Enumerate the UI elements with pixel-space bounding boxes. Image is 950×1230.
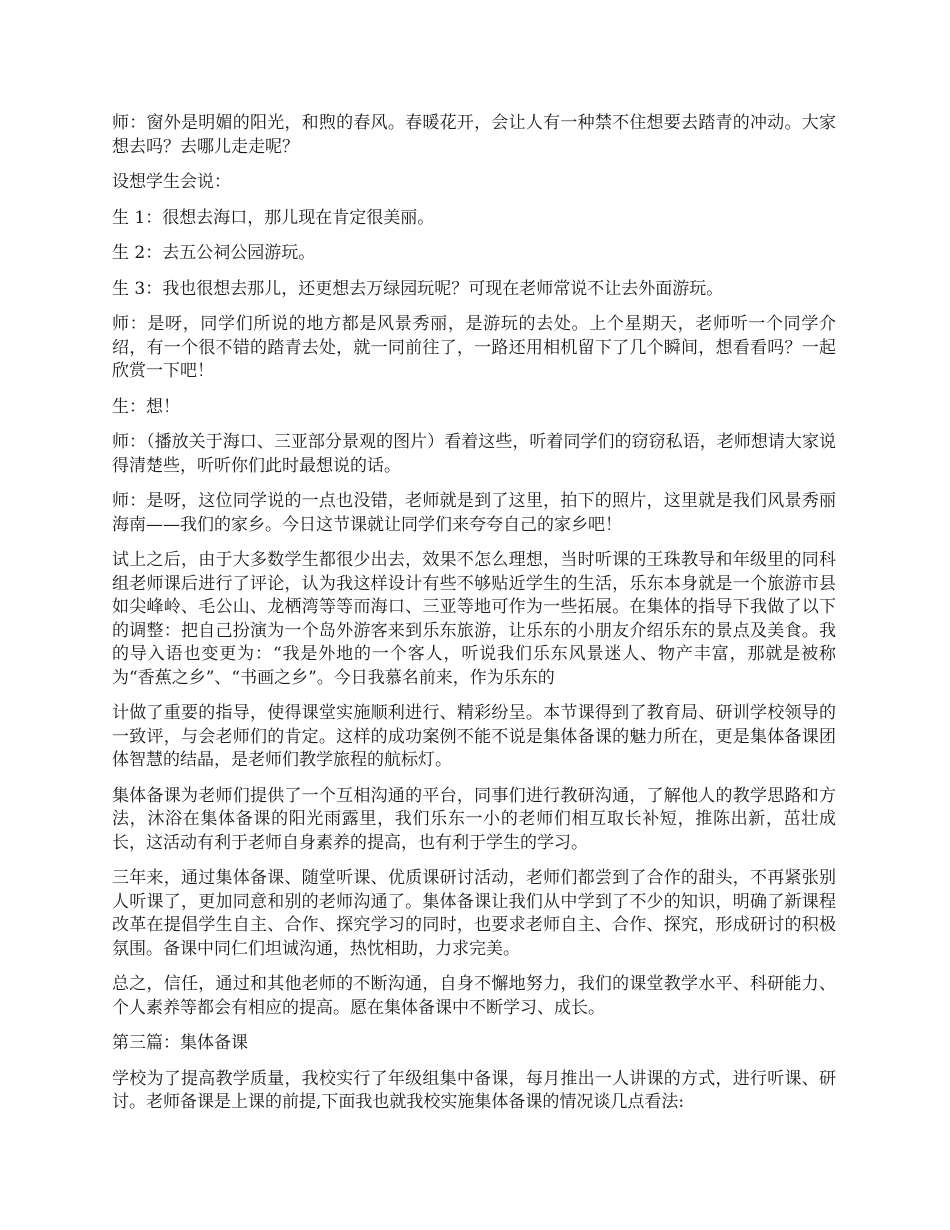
paragraph-teacher-images: 师：（播放关于海口、三亚部分景观的图片）看着这些，听着同学们的窃窃私语，老师想请大家说得清楚些，听听你们此时最想说的话。 [112, 432, 836, 476]
paragraph-student-1: 生 1：很想去海口，那儿现在肯定很美丽。 [112, 207, 435, 228]
paragraph-teacher-intro: 师：窗外是明媚的阳光，和煦的春风。春暖花开，会让人有一种禁不住想要去踏青的冲动。大家想去吗？去哪儿走走呢？ [112, 113, 836, 157]
paragraph-assume-students: 设想学生会说： [112, 172, 231, 192]
paragraph-three-years: 三年来，通过集体备课、随堂听课、优质课研讨活动，老师们都尝到了合作的甜头，不再紧张别人听课了，更加同意和别的老师沟通了。集体备课让我们从中学到了不少的知识，明确了新课程改革在提倡学生自主、合作、探究学习的同时，也要求老师自主、合作、探究，形成研讨的积极氛围。备课中同仁们坦诚沟通，热忱相助，力求完美。 [112, 868, 836, 959]
paragraph-teacher-hometown: 师：是呀，这位同学说的一点也没错，老师就是到了这里，拍下的照片，这里就是我们风景秀丽海南——我们的家乡。今日这节课就让同学们来夸夸自己的家乡吧！ [112, 491, 836, 535]
document-body [112, 112, 836, 1127]
section-heading: 第三篇：集体备课 [112, 1033, 248, 1053]
paragraph-student-3: 生 3：我也很想去那儿，还更想去万绿园玩呢？可现在老师常说不让去外面游玩。 [112, 278, 724, 299]
paragraph-trial-adjustment: 试上之后，由于大多数学生都很少出去，效果不怎么理想，当时听课的王珠教导和年级里的同科组老师课后进行了评论，认为我这样设计有些不够贴近学生的生活，乐东本身就是一个旅游市县如尖峰岭、毛公山、龙栖湾等等而海口、三亚等地可作为一些拓展。在集体的指导下我做了以下的调整：把自己扮演为一个岛外游客来到乐东旅游，让乐东的小朋友介绍乐东的景点及美食。我的导入语也变更为：“我是外地的一个客人，听说我们乐东风景迷人、物产丰富，那就是被称为“香蕉之乡”、“书画之乡”。今日我慕名前来，作为乐东的 [112, 550, 836, 688]
paragraph-conclusion: 总之，信任，通过和其他老师的不断沟通，自身不懈地努力，我们的课堂教学水平、科研能力、个人素养等都会有相应的提高。愿在集体备课中不断学习、成长。 [112, 974, 836, 1018]
paragraph-student-reply: 生：想！ [112, 396, 180, 417]
paragraph-school-practice: 学校为了提高教学质量，我校实行了年级组集中备课，每月推出一人讲课的方式，进行听课、研讨。老师备课是上课的前提,下面我也就我校实施集体备课的情况谈几点看法: [112, 1068, 836, 1112]
paragraph-student-2: 生 2：去五公祠公园游玩。 [112, 243, 316, 263]
paragraph-guidance-result: 计做了重要的指导，使得课堂实施顺利进行、精彩纷呈。本节课得到了教育局、研训学校领导的一致评，与会老师们的肯定。这样的成功案例不能不说是集体备课的魅力所在，更是集体备课团体智慧的结晶，是老师们教学旅程的航标灯。 [112, 703, 836, 770]
paragraph-teacher-photos: 师：是呀，同学们所说的地方都是风景秀丽，是游玩的去处。上个星期天，老师听一个同学介绍，有一个很不错的踏青去处，就一同前往了，一路还用相机留下了几个瞬间，想看看吗？一起欣赏一下吧！ [112, 314, 836, 381]
paragraph-collective-platform: 集体备课为老师们提供了一个互相沟通的平台，同事们进行教研沟通，了解他人的教学思路和方法，沐浴在集体备课的阳光雨露里，我们乐东一小的老师们相互取长补短，推陈出新，茁壮成长，这活动有利于老师自身素养的提高，也有利于学生的学习。 [112, 785, 836, 853]
